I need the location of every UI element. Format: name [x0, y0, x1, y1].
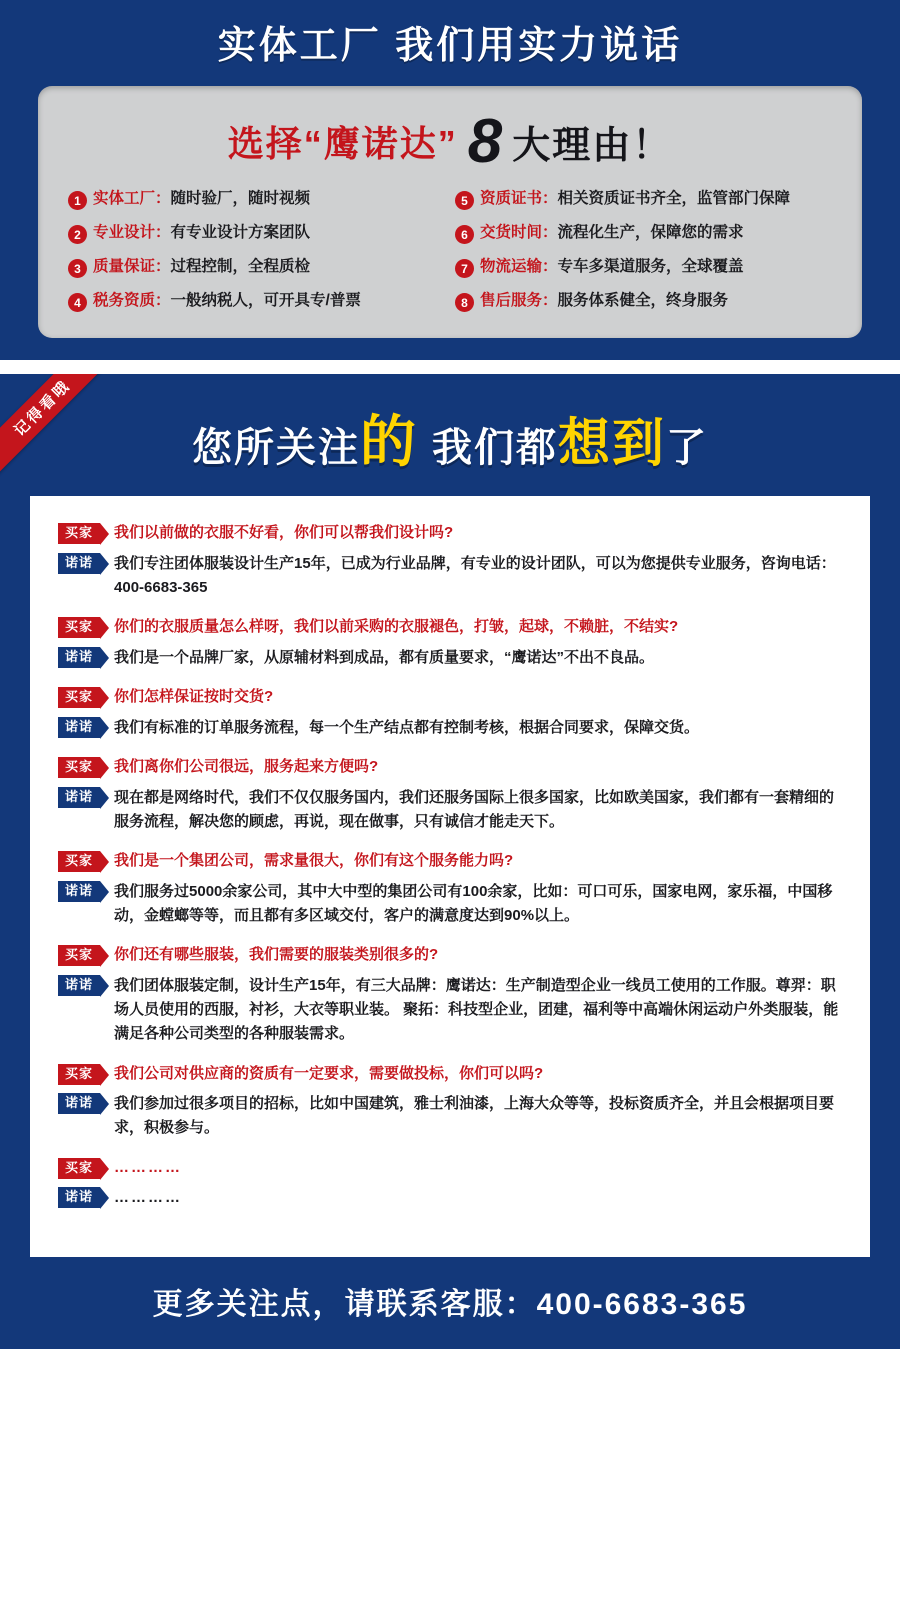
faq-answer: 我们团体服装定制，设计生产15年，有三大品牌：鹰诺达：生产制造型企业一线员工使用的工作服。尊羿：职场人员使用的西服，衬衫，大衣等职业装。 聚拓：科技型企业，团建，福利等中高端休闲运动户外类服装，能满足各种公司类型的各种服装需求。 [114, 976, 839, 1043]
reason-item [68, 257, 445, 278]
reason-label: 交货时间： [480, 224, 558, 242]
reason-label: 专业设计： [93, 224, 171, 242]
buyer-tag: 买家 [58, 687, 100, 708]
reply-tag: 诺诺 [58, 787, 100, 808]
reason-number-badge: 2 [68, 225, 87, 244]
faq-answer: 我们专注团体服装设计生产15年，已成为行业品牌，有专业的设计团队，可以为您提供专业服务，咨询电话：400-6683-365 [114, 554, 836, 597]
faq-card [30, 496, 870, 1256]
reason-label: 实体工厂： [93, 190, 171, 208]
faq-question: ………… [114, 1158, 183, 1176]
reason-text: 有专业设计方案团队 [170, 224, 311, 242]
reasons-card [38, 86, 862, 339]
headline-black-suffix: 大理由！ [512, 124, 673, 167]
reason-item [455, 291, 832, 312]
reason-item [68, 189, 445, 210]
faq-item [58, 1063, 842, 1141]
faq-question-row [58, 1063, 842, 1086]
reason-text: 随时验厂，随时视频 [170, 190, 311, 208]
faq-item [58, 944, 842, 1046]
faq-question: 我们以前做的衣服不好看，你们可以帮我们设计吗? [114, 524, 454, 542]
reasons-grid [62, 189, 838, 312]
faq-question: 我们离你们公司很远，服务起来方便吗? [114, 758, 379, 776]
reasons-section [0, 0, 900, 360]
reason-label: 物流运输： [480, 258, 558, 276]
buyer-tag: 买家 [58, 851, 100, 872]
reason-label: 资质证书： [480, 190, 558, 208]
faq-question: 我们公司对供应商的资质有一定要求，需要做投标，你们可以吗? [114, 1064, 544, 1082]
headline-number: 8 [467, 106, 503, 176]
faq-answer-row [58, 646, 842, 670]
faq-item [58, 616, 842, 670]
headline-part-2: 的 [359, 410, 418, 474]
faq-answer-row [58, 786, 842, 835]
faq-question-row [58, 756, 842, 779]
reason-number-badge: 6 [455, 225, 474, 244]
faq-answer: 现在都是网络时代，我们不仅仅服务国内，我们还服务国际上很多国家，比如欧美国家，我们都有一套精细的服务流程，解决您的顾虑，再说，现在做事，只有诚信才能走天下。 [114, 788, 835, 830]
faq-answer-row [58, 1092, 842, 1141]
faq-item [58, 756, 842, 834]
reason-text: 流程化生产，保障您的需求 [557, 224, 744, 242]
faq-question-row [58, 1157, 842, 1180]
reply-tag: 诺诺 [58, 1093, 100, 1114]
faq-item [58, 1157, 842, 1211]
faq-question-row [58, 850, 842, 873]
faq-question: 我们是一个集团公司，需求量很大，你们有这个服务能力吗? [114, 852, 514, 870]
buyer-tag: 买家 [58, 617, 100, 638]
headline-part-4: 想到 [557, 415, 666, 474]
reason-label: 税务资质： [93, 292, 171, 310]
faq-answer-row [58, 716, 842, 740]
buyer-tag: 买家 [58, 1158, 100, 1179]
faq-question-row [58, 944, 842, 967]
headline-part-3: 我们都 [431, 426, 558, 471]
faq-question: 你们的衣服质量怎么样呀，我们以前采购的衣服褪色，打皱，起球，不赖脏，不结实? [114, 618, 679, 636]
buyer-tag: 买家 [58, 1064, 100, 1085]
reasons-headline [62, 108, 838, 190]
reason-text: 专车多渠道服务，全球覆盖 [557, 258, 744, 276]
faq-item [58, 522, 842, 600]
faq-question-row [58, 616, 842, 639]
reason-number-badge: 1 [68, 191, 87, 210]
faq-answer-row [58, 974, 842, 1047]
reply-tag: 诺诺 [58, 553, 100, 574]
reason-label: 质量保证： [93, 258, 171, 276]
reason-item [455, 189, 832, 210]
faq-answer: ………… [114, 1189, 183, 1207]
faq-answer: 我们服务过5000余家公司，其中大中型的集团公司有100余家，比如：可口可乐，国家电网，家乐福，中国移动，金螳螂等等，而且都有多区域交付，客户的满意度达到90%以上。 [114, 882, 833, 924]
faq-headline [0, 374, 900, 496]
faq-answer: 我们参加过很多项目的招标，比如中国建筑，雅士利油漆，上海大众等等，投标资质齐全，并且会根据项目要求，积极参与。 [114, 1095, 835, 1137]
section-divider [0, 360, 900, 374]
banner-title: 实体工厂 我们用实力说话 [217, 25, 683, 67]
reason-number-badge: 5 [455, 191, 474, 210]
faq-question-row [58, 522, 842, 545]
faq-answer-row [58, 552, 842, 601]
faq-section [0, 374, 900, 1348]
reply-tag: 诺诺 [58, 1187, 100, 1208]
headline-red-prefix: 选择“鹰诺达” [227, 122, 458, 164]
faq-answer-row [58, 880, 842, 929]
faq-item [58, 686, 842, 740]
reason-number-badge: 3 [68, 259, 87, 278]
reason-text: 服务体系健全，终身服务 [557, 292, 729, 310]
footer-contact-text: 更多关注点，请联系客服：400-6683-365 [152, 1287, 748, 1321]
faq-question-row [58, 686, 842, 709]
footer-contact-bar [0, 1257, 900, 1349]
reason-item [455, 257, 832, 278]
reply-tag: 诺诺 [58, 975, 100, 996]
reply-tag: 诺诺 [58, 647, 100, 668]
headline-part-5: 了 [666, 426, 708, 471]
reason-text: 一般纳税人，可开具专/普票 [170, 292, 361, 310]
reason-item [455, 223, 832, 244]
buyer-tag: 买家 [58, 523, 100, 544]
corner-ribbon: 记得看哦 [0, 374, 110, 475]
faq-answer: 我们是一个品牌厂家，从原辅材料到成品，都有质量要求，“鹰诺达”不出不良品。 [114, 648, 655, 666]
reply-tag: 诺诺 [58, 881, 100, 902]
reason-text: 相关资质证书齐全，监管部门保障 [557, 190, 791, 208]
faq-question: 你们还有哪些服装，我们需要的服装类别很多的? [114, 946, 439, 964]
buyer-tag: 买家 [58, 757, 100, 778]
reason-item [68, 223, 445, 244]
faq-answer-row [58, 1186, 842, 1210]
buyer-tag: 买家 [58, 945, 100, 966]
reason-label: 售后服务： [480, 292, 558, 310]
reason-number-badge: 4 [68, 293, 87, 312]
reason-text: 过程控制，全程质检 [170, 258, 311, 276]
headline-part-1: 您所关注 [191, 426, 360, 471]
faq-item [58, 850, 842, 928]
reason-item [68, 291, 445, 312]
faq-question: 你们怎样保证按时交货? [114, 688, 274, 706]
faq-answer: 我们有标准的订单服务流程，每一个生产结点都有控制考核，根据合同要求，保障交货。 [114, 718, 700, 736]
reply-tag: 诺诺 [58, 717, 100, 738]
reason-number-badge: 8 [455, 293, 474, 312]
reason-number-badge: 7 [455, 259, 474, 278]
